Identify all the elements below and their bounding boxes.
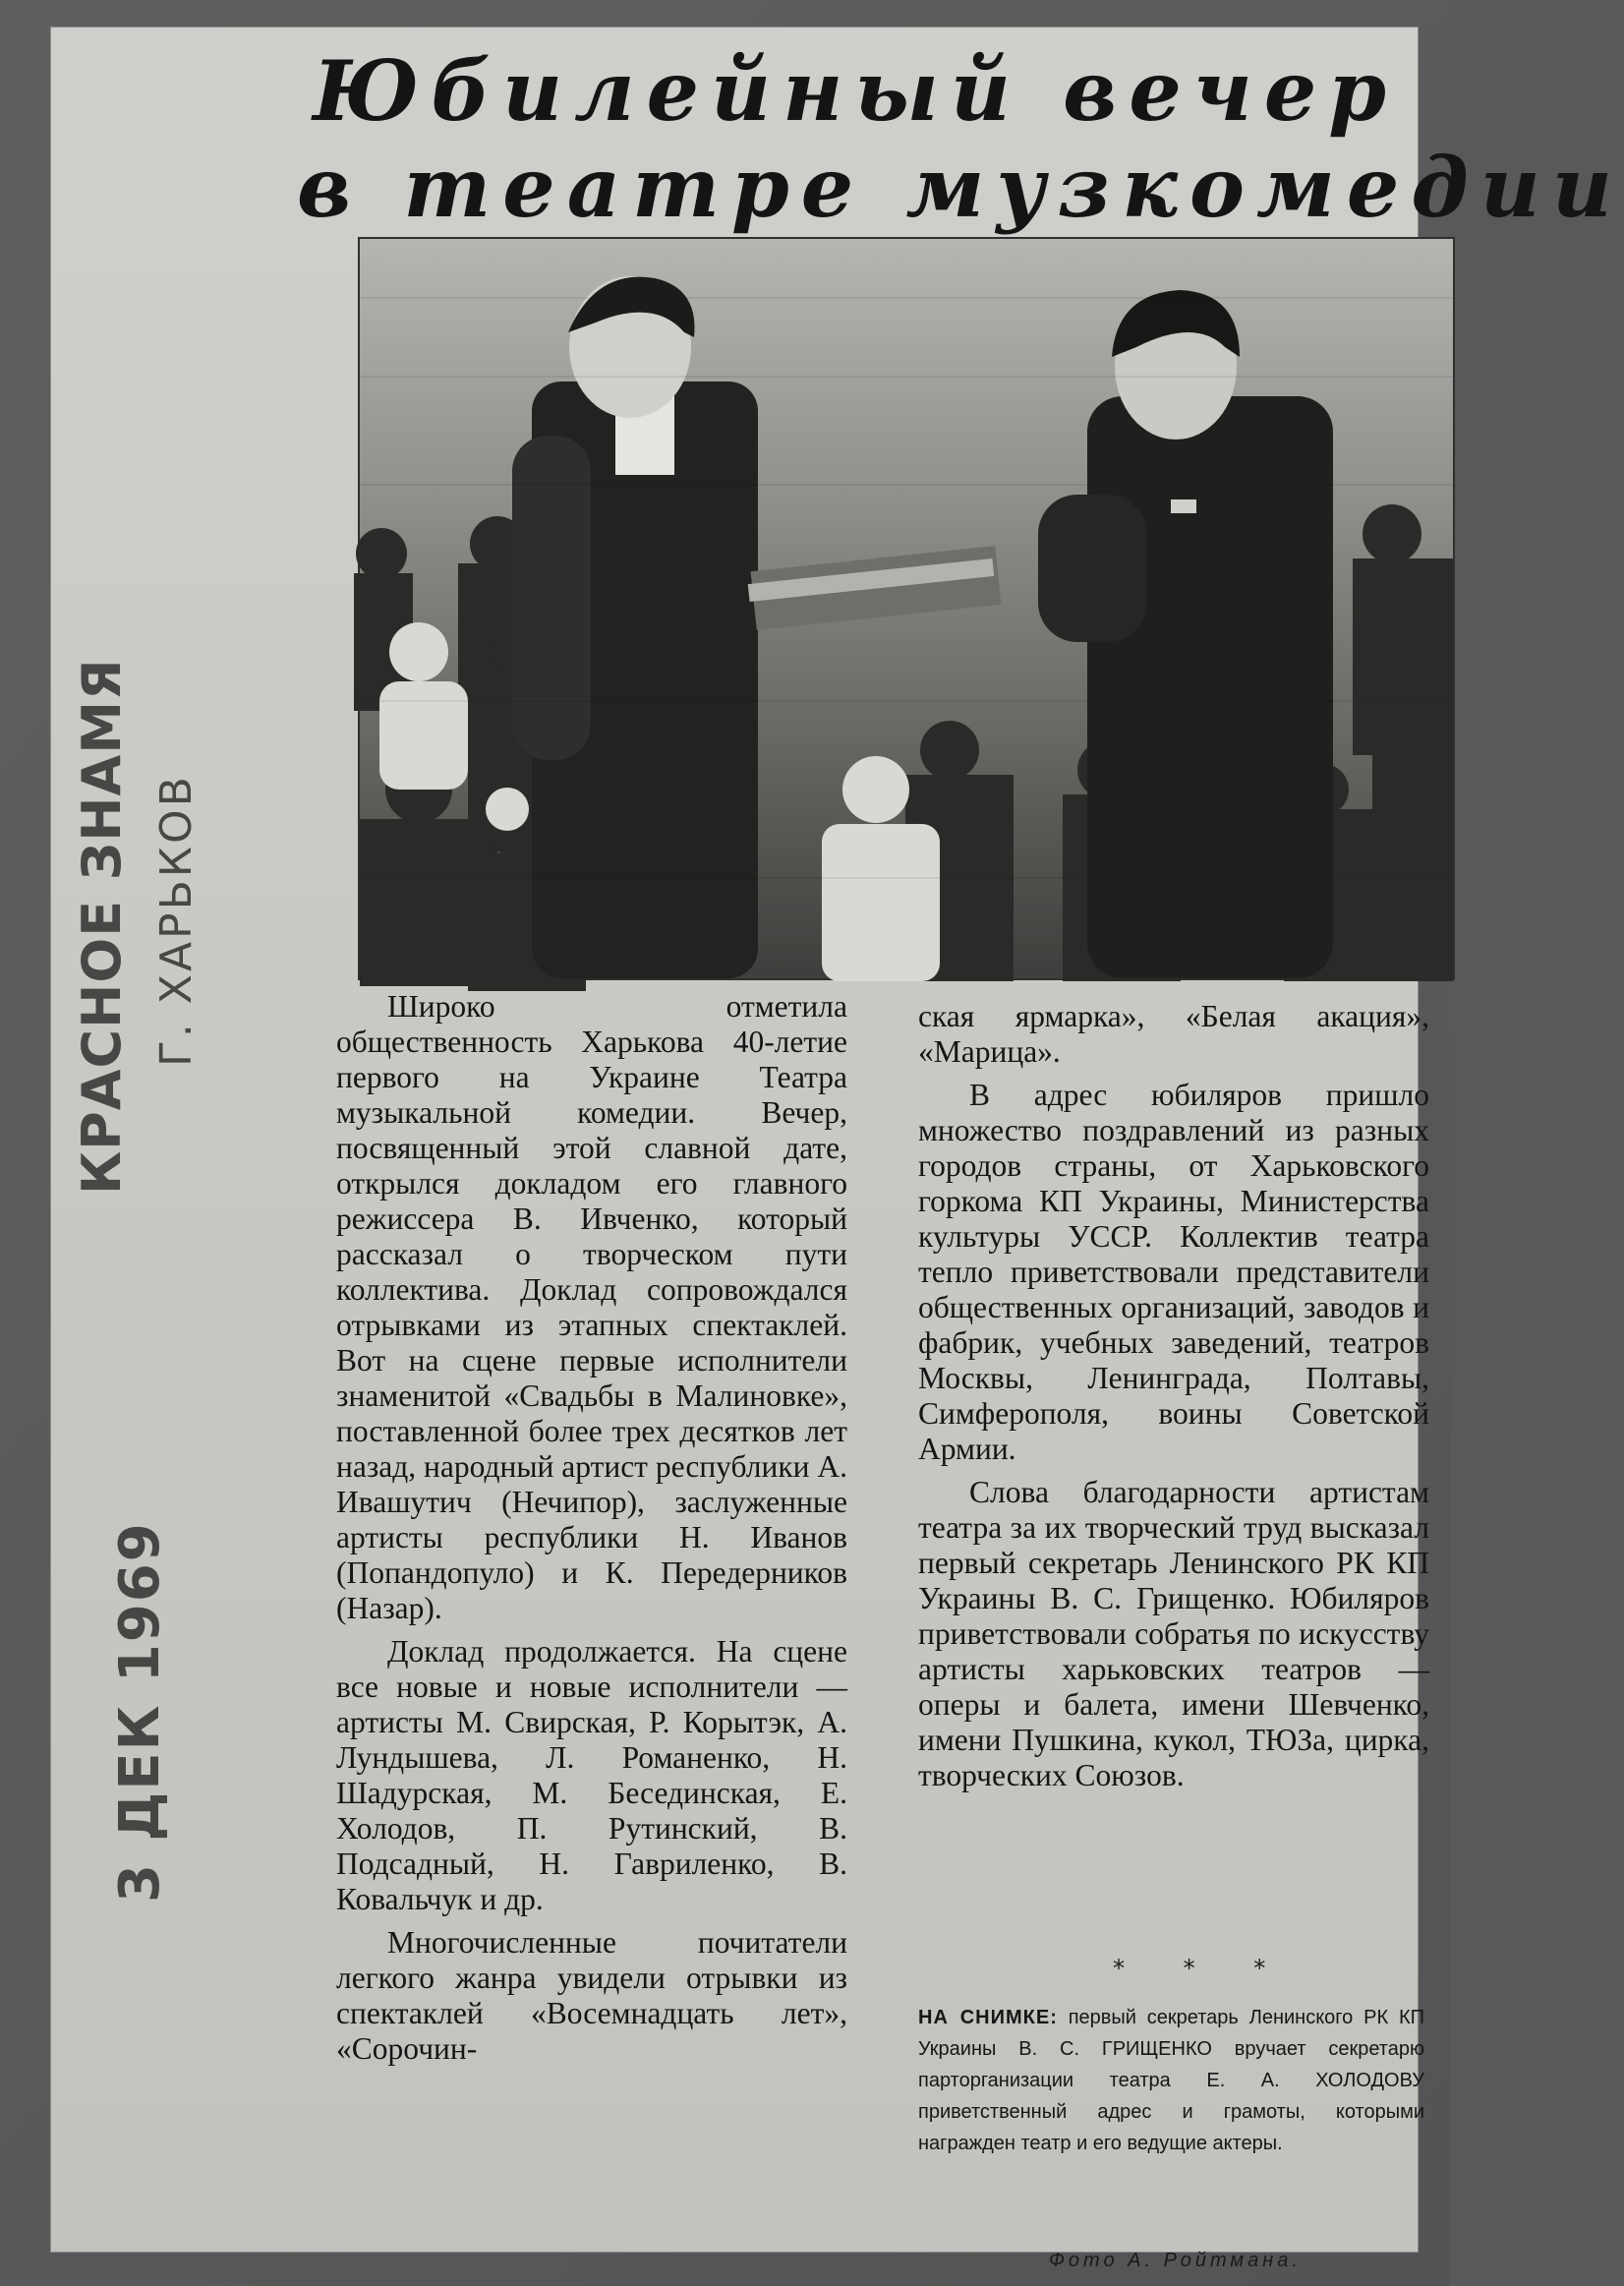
newspaper-name-stamp: КРАСНОЕ ЗНАМЯ	[71, 658, 133, 1195]
date-stamp: 3 ДЕК 1969	[108, 1521, 172, 1903]
article-paragraph-2: Доклад продолжается. На сцене все новые и новые исполнители — артисты М. Свирская, Р. Корытэк, А. Лундышева, Л. Романенко, Н. Шадурская, М. Бесединская, Е. Холодов, П. Рутинский, В. Подсадный, Н. Гавриленко, В. Ковальчук и др.	[336, 1634, 847, 1916]
photo-caption	[918, 2002, 1424, 2159]
headline	[297, 28, 1624, 236]
article-paragraph-5: Слова благодарности артистам театра за их творческий труд высказал первый секретарь Ленинского РК КП Украины В. С. Грищенко. Юбиляров приветствовали собратья по искусству артисты харьковских театров — оперы и балета, имени Шевченко, имени Пушкина, кукол, ТЮЗа, цирка, творческих Союзов.	[918, 1475, 1429, 1792]
newspaper-clipping	[51, 28, 1624, 2271]
caption-lead: НА СНИМКЕ:	[918, 2007, 1058, 2028]
headline-line-2: в театре музкомедии	[297, 139, 1624, 236]
caption-text: первый секретарь Ленинского РК КП Украины В. С. ГРИЩЕНКО вручает секретарю парторганизации театра Е. А. ХОЛОДОВУ приветственный адрес и грамоты, которыми награжден театр и его ведущие актеры.	[918, 2007, 1424, 2154]
article-paragraph-4: В адрес юбиляров пришло множество поздравлений из разных городов страны, от Харьковского горкома КП Украины, Министерства культуры УССР. Коллектив театра тепло приветствовали представители общественных организаций, заводов и фабрик, учебных заведений, театров Москвы, Ленинграда, Полтавы, Симферополя, воины Советской Армии.	[918, 1078, 1429, 1466]
photo-credit: Фото А. Ройтмана.	[1049, 2250, 1302, 2271]
headline-line-1: Юбилейный вечер	[313, 42, 1398, 140]
section-separator: * * *	[1113, 1955, 1292, 1982]
news-photo	[358, 237, 1455, 980]
article-right-column	[918, 999, 1429, 1793]
article-paragraph-1: Широко отметила общественность Харькова 40-летие первого на Украине Театра музыкальной комедии. Вечер, посвященный этой славной дате, открылся докладом его главного режиссера В. Ивченко, который рассказал о творческом пути коллектива. Доклад сопровождался отрывками из этапных спектаклей. Вот на сцене первые исполнители знаменитой «Свадьбы в Малиновке», поставленной более трех десятков лет назад, народный артист республики А. Ивашутич (Нечипор), заслуженные артисты республики Н. Иванов (Попандопуло) и К. Передерников (Назар).	[336, 989, 847, 1625]
article-paragraph-3: Многочисленные почитатели легкого жанра увидели отрывки из спектаклей «Восемнадцать лет», «Сорочин-	[336, 1925, 847, 2066]
article-left-column	[336, 989, 847, 2067]
city-stamp: Г. ХАРЬКОВ	[151, 774, 202, 1067]
photo-illustration	[360, 239, 1453, 978]
article-paragraph-continued: ская ярмарка», «Белая акация», «Марица».	[918, 999, 1429, 1069]
